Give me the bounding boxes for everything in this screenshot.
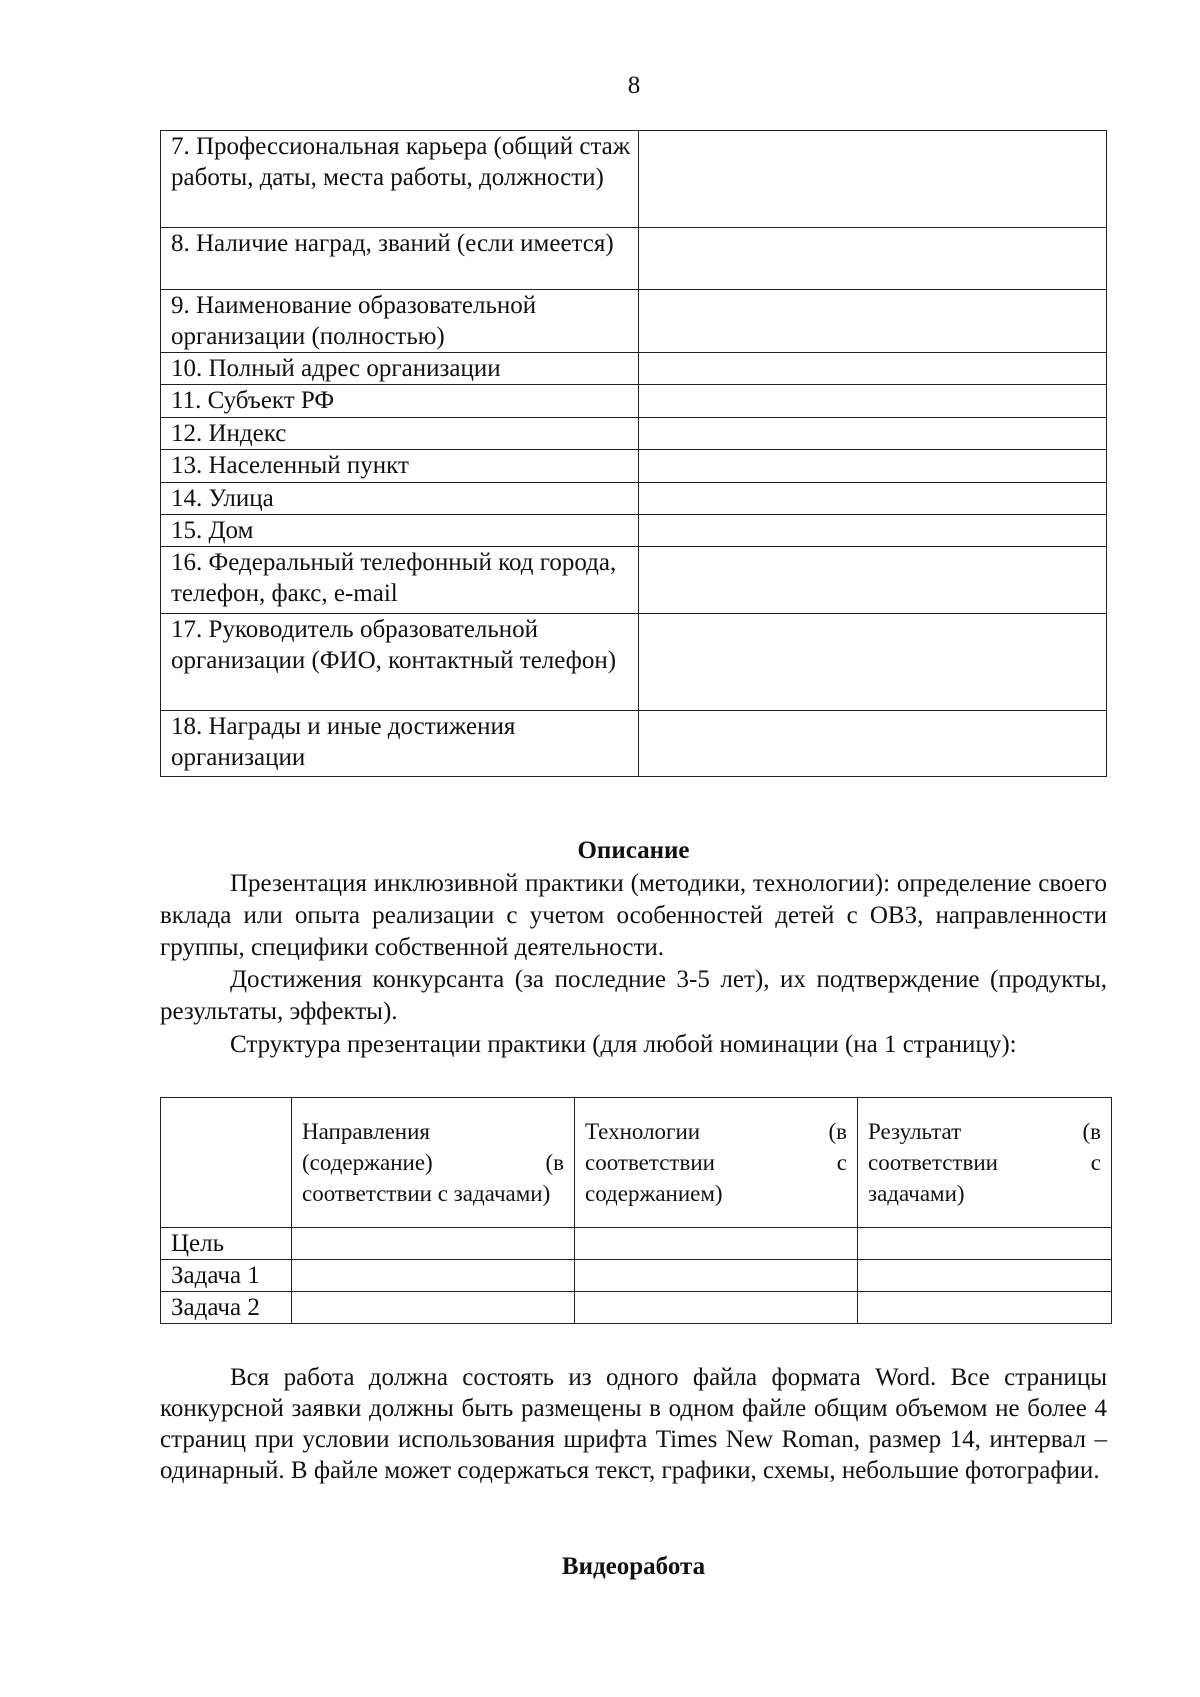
description-paragraph-achievements: Достижения конкурсанта (за последние 3-5 лет), их подтверждение (продукты, результаты, эффекты). [160,966,1107,1025]
table-row [161,418,1107,450]
table-row [161,131,1107,228]
table-row [161,290,1107,353]
description-paragraph-presentation: Презентация инклюзивной практики (методики, технологии): определение своего вклада или опыта реализации с учетом особенностей детей с ОВЗ, направленности группы, специфики собственной деятельности. [160,870,1107,961]
row-label: 7. Профессиональная карьера (общий стаж работы, даты, места работы, должности) [161,131,639,228]
column-header-technologies: Технологии (в соответствии с содержанием) [575,1098,858,1228]
table-row [161,1292,1112,1324]
row-value [639,131,1107,228]
table-cell [575,1228,858,1260]
row-value [639,515,1107,547]
description-title: Описание [577,837,690,864]
row-label: 15. Дом [161,515,639,547]
table-cell [292,1228,575,1260]
row-value [639,547,1107,614]
table-row [161,450,1107,483]
row-label: 9. Наименование образовательной организации (полностью) [161,290,639,353]
column-header-directions: Направления (содержание) (в соответствии с задачами) [292,1098,575,1228]
column-header-result: Результат (в соответствии с задачами) [858,1098,1112,1228]
row-value [639,228,1107,290]
description-paragraph-structure: Структура презентации практики (для любой номинации (на 1 страницу): [230,1031,1017,1058]
table-row [161,353,1107,385]
row-value [639,418,1107,450]
row-label: 16. Федеральный телефонный код города, телефон, факс, e-mail [161,547,639,614]
table-row [161,1228,1112,1260]
requirements-paragraph: Вся работа должна состоять из одного файла формата Word. Все страницы конкурсной заявки должны быть размещены в одном файле общим объемом не более 4 страниц при условии использования шрифта Times New Roman, размер 14, интервал – одинарный. В файле может содержаться текст, графики, схемы, небольшие фотографии. [160,1364,1107,1484]
participant-info-table [160,130,1107,777]
table-row [161,385,1107,418]
table-row [161,614,1107,711]
row-value [639,450,1107,483]
table-cell [858,1292,1112,1324]
row-value [639,385,1107,418]
table-row [161,1260,1112,1292]
column-header-empty [161,1098,292,1228]
row-label: 17. Руководитель образовательной организации (ФИО, контактный телефон) [161,614,639,711]
table-cell [858,1260,1112,1292]
row-label: 18. Награды и иные достижения организации [161,711,639,777]
page-number: 8 [627,72,641,99]
row-label: 12. Индекс [161,418,639,450]
row-label: 11. Субъект РФ [161,385,639,418]
table-row [161,711,1107,777]
row-value [639,711,1107,777]
row-label: Цель [161,1228,292,1260]
row-value [639,483,1107,515]
row-value [639,290,1107,353]
video-section-title: Видеоработа [561,1553,706,1580]
table-row [161,483,1107,515]
row-label: Задача 1 [161,1260,292,1292]
row-value [639,614,1107,711]
row-label: 10. Полный адрес организации [161,353,639,385]
row-label: 14. Улица [161,483,639,515]
table-cell [292,1260,575,1292]
row-label: 13. Населенный пункт [161,450,639,483]
table-cell [292,1292,575,1324]
table-cell [575,1292,858,1324]
table-cell [858,1228,1112,1260]
table-row [161,515,1107,547]
table-header-row [161,1098,1112,1228]
table-cell [575,1260,858,1292]
table-row [161,547,1107,614]
table-row [161,228,1107,290]
row-label: Задача 2 [161,1292,292,1324]
row-value [639,353,1107,385]
presentation-structure-table [160,1097,1112,1324]
row-label: 8. Наличие наград, званий (если имеется) [161,228,639,290]
